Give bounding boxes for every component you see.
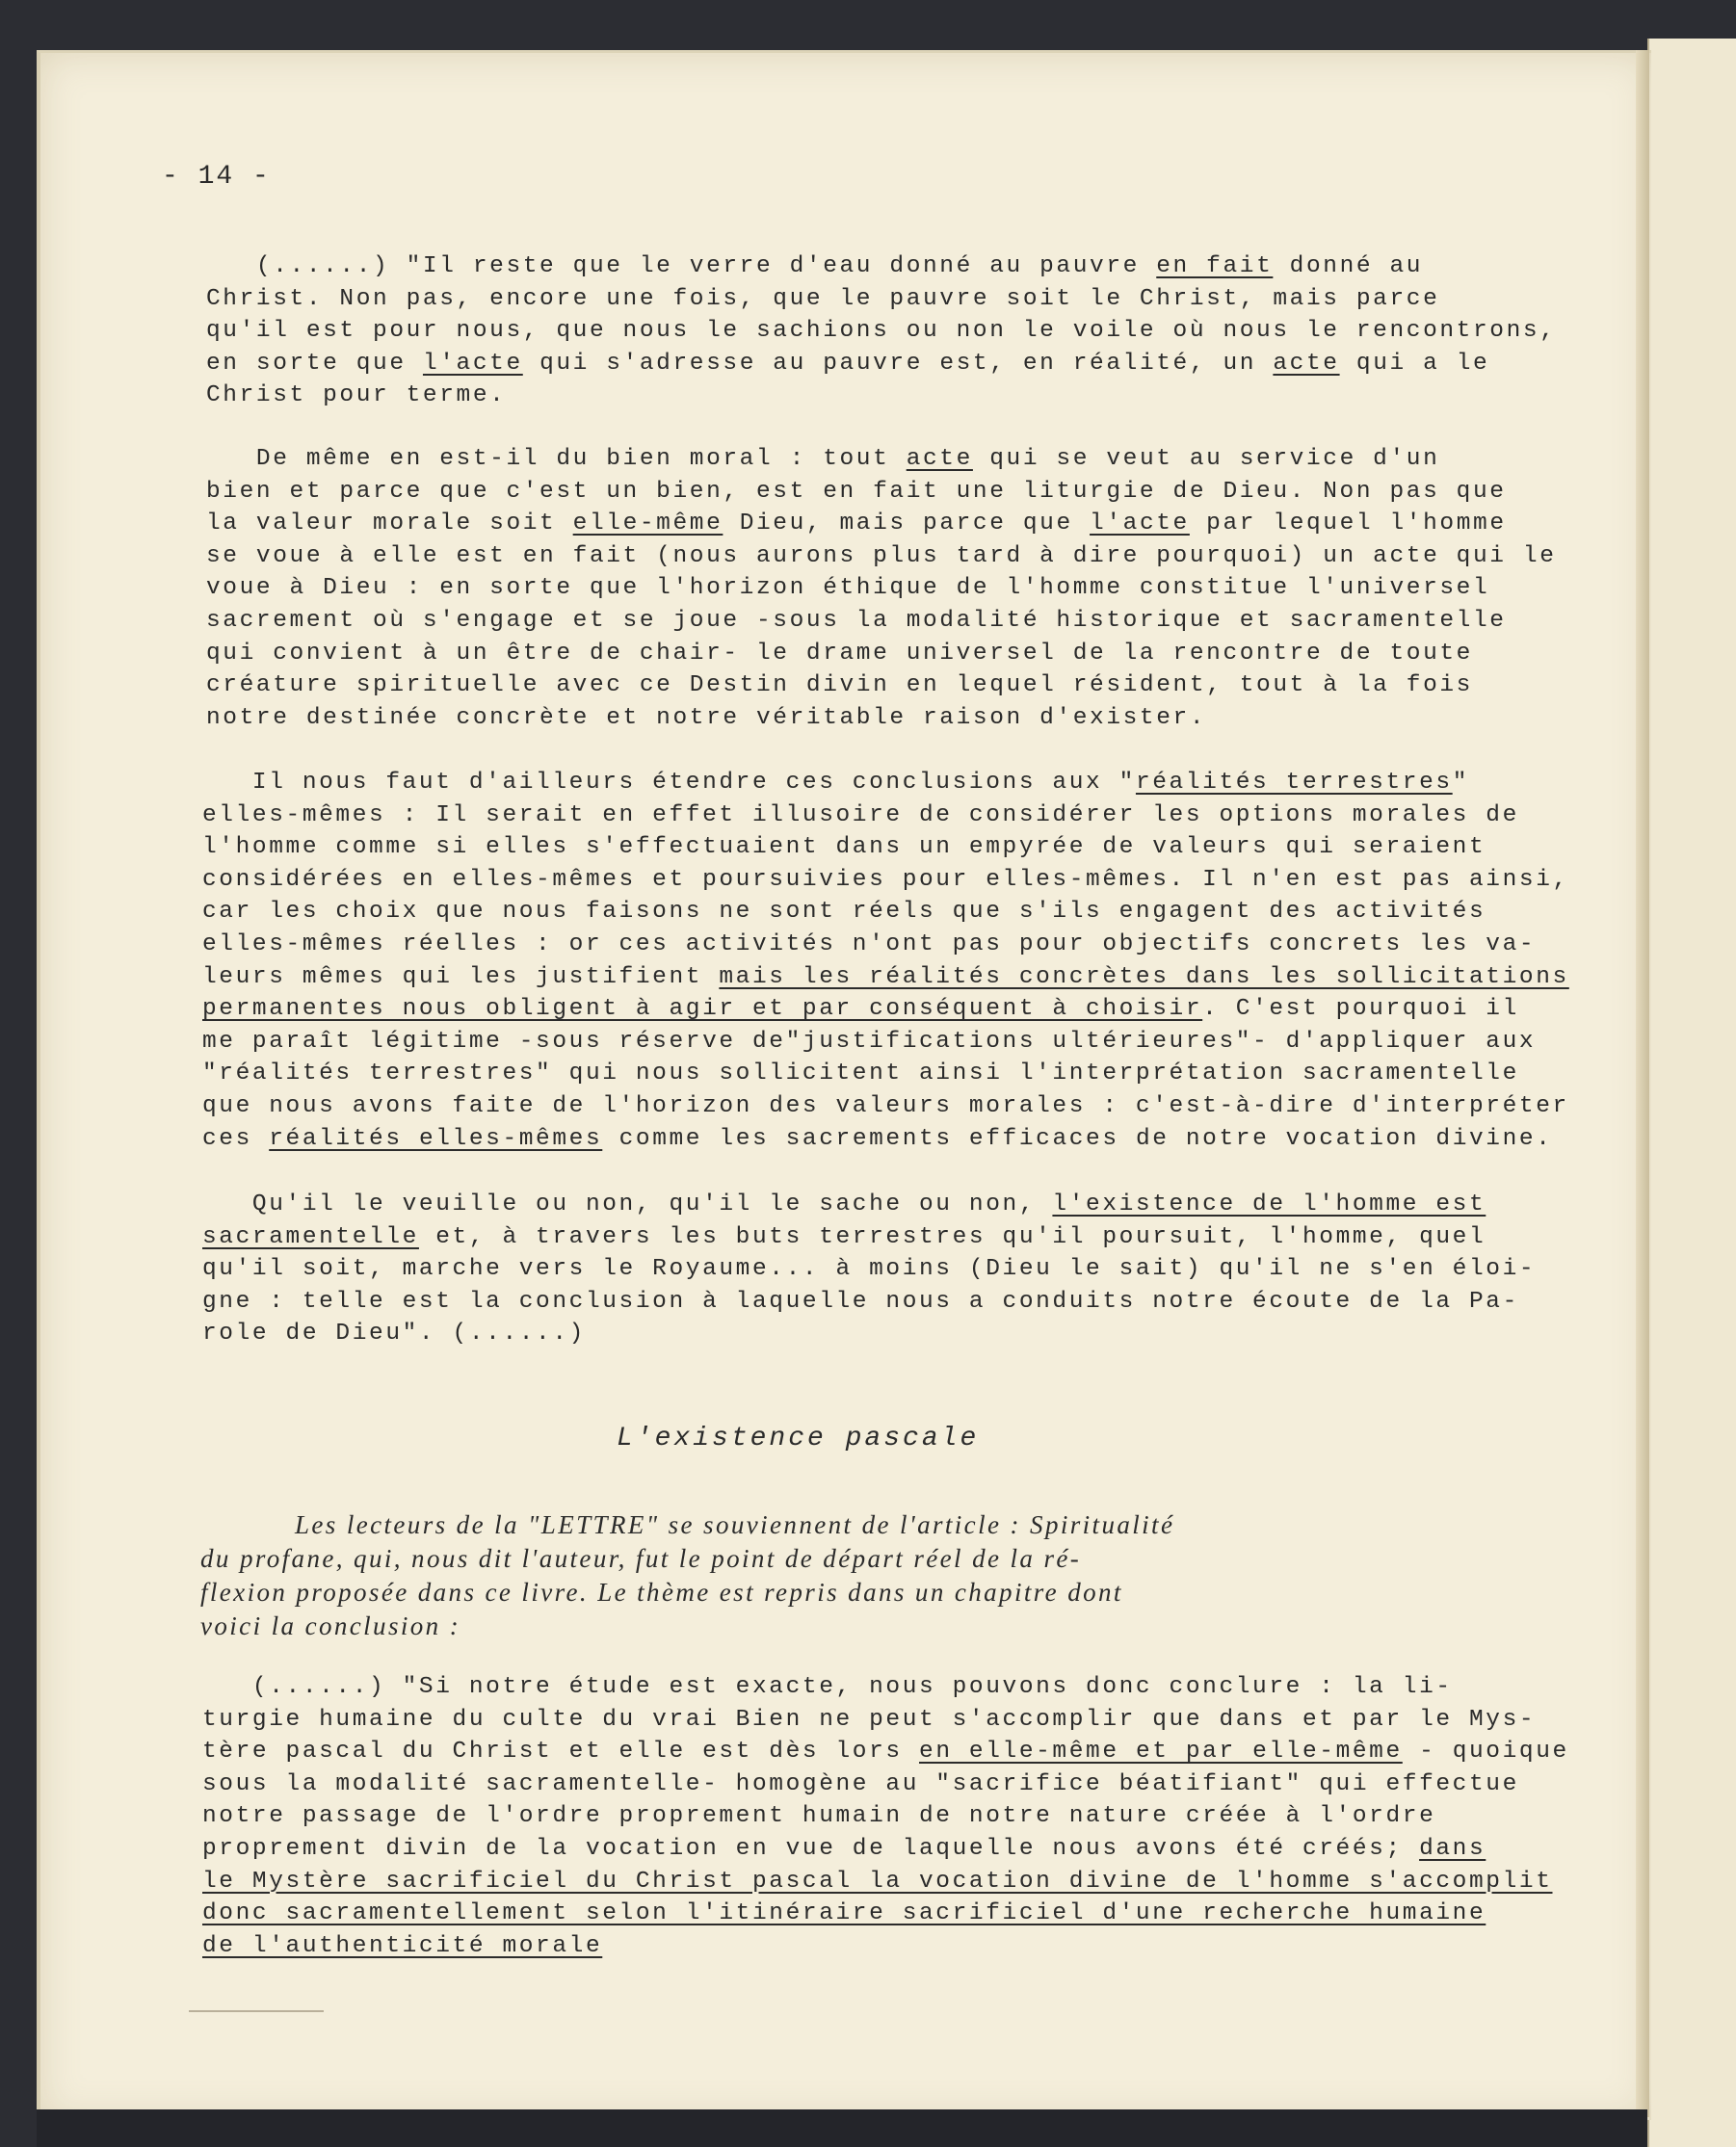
quote-paragraph-3: Il nous faut d'ailleurs étendre ces conclusions aux "réalités terrestres" elles-mêmes : Il serait en effet illusoire de considérer les options morales de l'homme comme si elles s'effectuaient dans un empyrée de valeurs qui seraient considérées en elles-mêmes et poursuivies pour elles-mêmes. Il n'en est pas ainsi, car les choix que nous faisons ne sont réels que s'ils engagent des activités elles-mêmes réelles : or ces activités n'ont pas pour objectifs concrets les va- leurs mêmes qui les justifient mais les réalités concrètes dans les sollicitations permanentes nous obligent à agir et par conséquent à choisir. C'est pourquoi il me paraît légitime -sous réserve de"justifications ultérieures"- d'appliquer aux "réalités terrestres" qui nous sollicitent ainsi l'interprétation sacramentelle que nous avons faite de l'horizon des valeurs morales : c'est-à-dire d'interpréter ces réalités elles-mêmes comme les sacrements efficaces de notre vocation divine.	[202, 770, 1569, 1152]
quote-paragraph-1: (......) "Il reste que le verre d'eau donné au pauvre en fait donné au Christ. Non pas, encore une fois, que le pauvre soit le Christ, mais parce qu'il est pour nous, que nous le sachions ou non le voile où nous le rencontrons, en sorte que l'acte qui s'adresse au pauvre est, en réalité, un acte qui a le Christ pour terme.	[206, 253, 1557, 409]
quote-paragraph-4: Qu'il le veuille ou non, qu'il le sache ou non, l'existence de l'homme est sacramentelle et, à travers les buts terrestres qu'il poursuit, l'homme, quel qu'il soit, marche vers le Royaume... à moins (Dieu le sait) qu'il ne s'en éloi- gne : telle est la conclusion à laquelle nous a conduits notre écoute de la Pa- role de Dieu". (......)	[202, 1191, 1537, 1348]
page-number: - 14 -	[162, 162, 271, 192]
quote-paragraph-2: De même en est-il du bien moral : tout acte qui se veut au service d'un bien et parce que c'est un bien, est en fait une liturgie de Dieu. Non pas que la valeur morale soit elle-même Dieu, mais parce que l'acte par lequel l'homme se voue à elle est en fait (nous aurons plus tard à dire pourquoi) un acte qui le voue à Dieu : en sorte que l'horizon éthique de l'homme constitue l'universel sacrement où s'engage et se joue -sous la modalité historique et sacramentelle qui convient à un être de chair- le drame universel de la rencontre de toute créature spirituelle avec ce Destin divin en lequel résident, tout à la fois notre destinée concrète et notre véritable raison d'exister.	[206, 446, 1557, 731]
intro-paragraph: Les lecteurs de la "LETTRE" se souviennent de l'article : Spiritualité du profane, qui, nous dit l'auteur, fut le point de départ réel de la ré- flexion proposée dans ce livre. Le thème est repris dans un chapitre dont voici la conclusion :	[200, 1510, 1175, 1640]
facing-page-edge	[1647, 39, 1736, 2147]
quote-paragraph-5: (......) "Si notre étude est exacte, nous pouvons donc conclure : la li- turgie humaine du culte du vrai Bien ne peut s'accomplir que dans et par le Mys- tère pascal du Christ et elle est dès lors en elle-même et par elle-même - quoique sous la modalité sacramentelle- homogène au "sacrifice béatifiant" qui effectue notre passage de l'ordre proprement humain de notre nature créée à l'ordre proprement divin de la vocation en vue de laquelle nous avons été créés; dans le Mystère sacrificiel du Christ pascal la vocation divine de l'homme s'accomplit donc sacramentellement selon l'itinéraire sacrificiel d'une recherche humaine de l'authenticité morale	[202, 1674, 1569, 1959]
footnote-rule	[189, 2010, 324, 2012]
section-heading: L'existence pascale	[617, 1424, 980, 1453]
page-gutter	[1636, 50, 1649, 2117]
scan-border	[37, 2109, 1647, 2147]
